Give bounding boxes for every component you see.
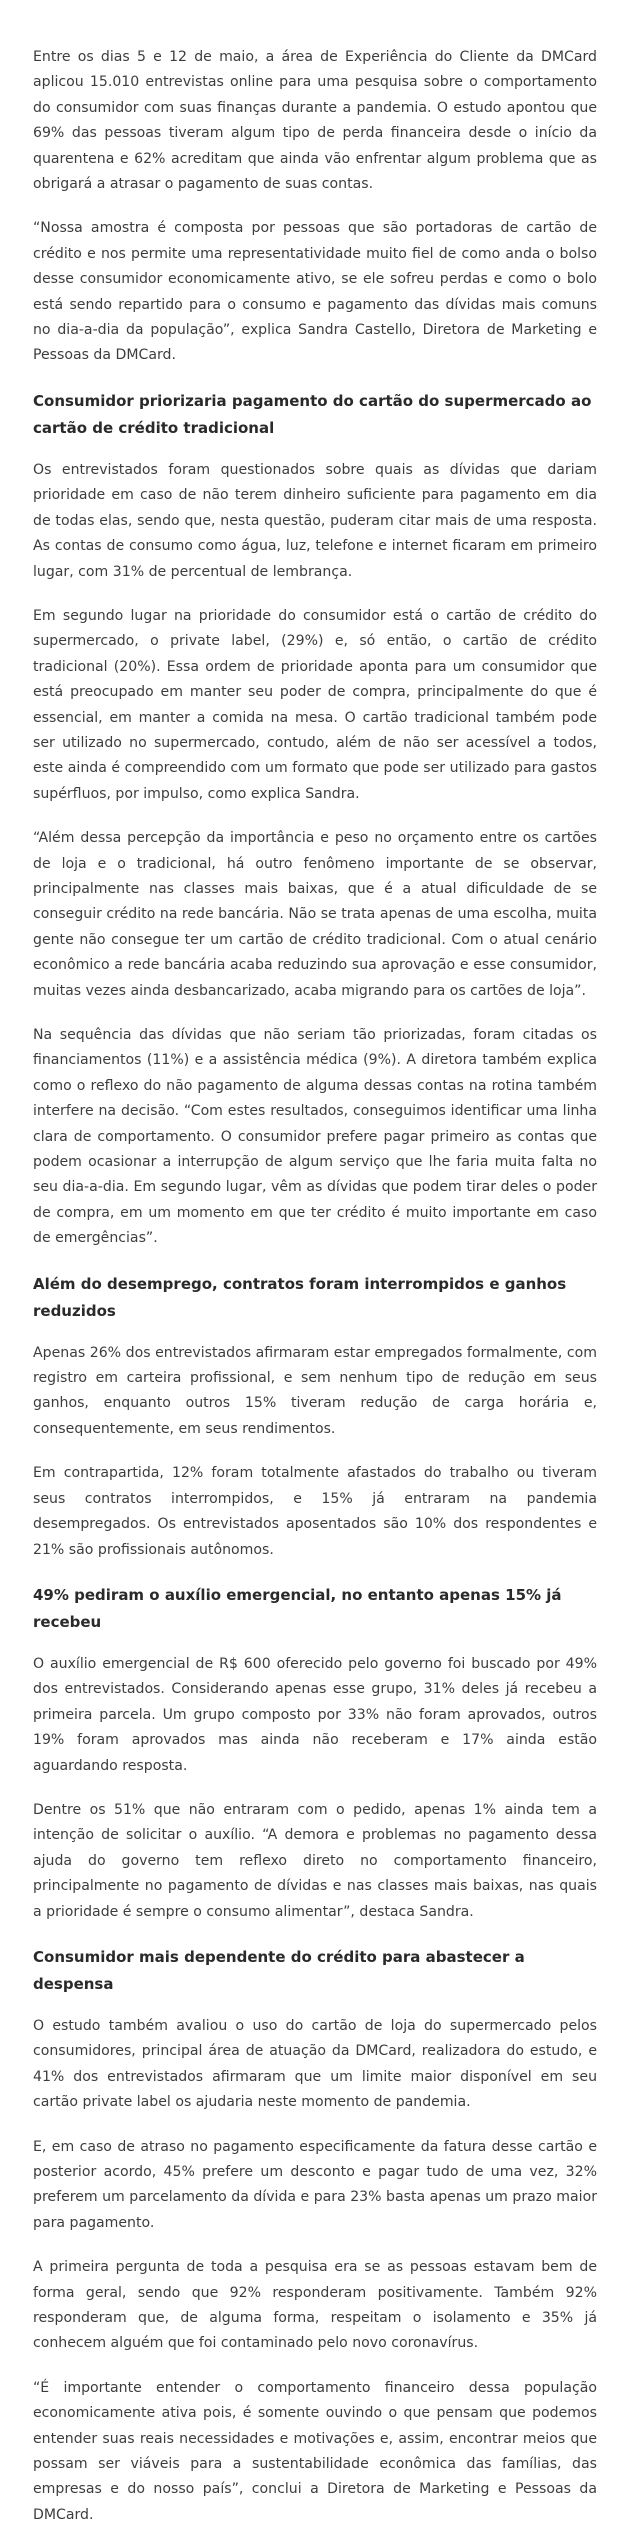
paragraph-quote-sample: “Nossa amostra é composta por pessoas que são portadoras de cartão de crédito e nos permite uma representatividade muito fiel de como anda o bolso desse consumidor economicamente ativo, se ele sofreu perdas e como o bolo está sendo repartido para o consumo e pagamento das dívidas mais comuns no dia-a-dia da população”, explica Sandra Castello, Diretora de Marketing e Pessoas da DMCard.	[33, 220, 597, 364]
paragraph-aid-not-requested: Dentre os 51% que não entraram com o pedido, apenas 1% ainda tem a intenção de solicitar o auxílio. “A demora e problemas no pagamento dessa ajuda do governo tem reflexo direto no comportamento financeiro, principalmente no pagamento de dívidas e nas classes mais baixas, nas quais a prioridade é sempre o consumo alimentar”, destaca Sandra.	[33, 1801, 597, 1920]
paragraph-store-card: O estudo também avaliou o uso do cartão de loja do supermercado pelos consumidores, principal área de atuação da DMCard, realizadora do estudo, e 41% dos entrevistados afirmaram que um limite maior disponível em seu cartão private label os ajudaria neste momento de pandemia.	[33, 2017, 597, 2111]
paragraph-debts-question: Os entrevistados foram questionados sobre quais as dívidas que dariam prioridade em caso de não terem dinheiro suficiente para pagamento em dia de todas elas, sendo que, nesta questão, puderam citar mais de uma resposta. As contas de consumo como água, luz, telefone e internet ficaram em primeiro lugar, com 31% de percentual de lembrança.	[33, 461, 597, 580]
paragraph-aid-requested: O auxílio emergencial de R$ 600 oferecido pelo governo foi buscado por 49% dos entrevistados. Considerando apenas esse grupo, 31% deles já recebeu a primeira parcela. Um grupo composto por 33% não foram aprovados, outros 19% foram aprovados mas ainda não receberam e 17% ainda estão aguardando resposta.	[33, 1655, 597, 1774]
paragraph-conclusion-quote: “É importante entender o comportamento financeiro dessa população economicamente ativa pois, é somente ouvindo o que pensam que podemos entender suas reais necessidades e motivações e, assim, encontrar meios que possam ser viáveis para a sustentabilidade econômica das famílias, das empresas e do nosso país”, conclui a Diretora de Marketing e Pessoas da DMCard.	[33, 2379, 597, 2523]
heading-credit-dependence: Consumidor mais dependente do crédito para abastecer a despensa	[33, 1947, 525, 1993]
paragraph-late-payment: E, em caso de atraso no pagamento especificamente da fatura desse cartão e posterior acordo, 45% prefere um desconto e pagar tudo de uma vez, 32% preferem um parcelamento da dívida e para 23% basta apenas um prazo maior para pagamento.	[33, 2138, 597, 2231]
paragraph-wellbeing: A primeira pergunta de toda a pesquisa era se as pessoas estavam bem de forma geral, sendo que 92% responderam positivamente. Também 92% responderam que, de alguma forma, respeitam o isolamento e 35% já conhecem alguém que foi contaminado pelo novo coronavírus.	[33, 2259, 597, 2352]
paragraph-financing: Na sequência das dívidas que não seriam tão priorizadas, foram citadas os financiamentos (11%) e a assistência médica (9%). A diretora também explica como o reflexo do não pagamento de alguma dessas contas na rotina também interfere na decisão. “Com estes resultados, conseguimos identificar uma linha clara de comportamento. O consumidor prefere pagar primeiro as contas que podem ocasionar a interrupção de algum serviço que lhe faria muita falta no seu dia-a-dia. Em segundo lugar, vêm as dívidas que podem tirar deles o poder de compra, em um momento em que ter crédito é muito importante em caso de emergências”.	[33, 1027, 597, 1247]
paragraph-intro: Entre os dias 5 e 12 de maio, a área de Experiência do Cliente da DMCard aplicou 15.010 entrevistas online para uma pesquisa sobre o comportamento do consumidor com suas finanças durante a pandemia. O estudo apontou que 69% das pessoas tiveram algum tipo de perda financeira desde o início da quarentena e 62% acreditam que ainda vão enfrentar algum problema que as obrigará a atrasar o pagamento de suas contas.	[33, 49, 597, 193]
heading-unemployment: Além do desemprego, contratos foram interrompidos e ganhos reduzidos	[33, 1274, 567, 1320]
paragraph-contracts: Em contrapartida, 12% foram totalmente afastados do trabalho ou tiveram seus contratos interrompidos, e 15% já entraram na pandemia desempregados. Os entrevistados aposentados são 10% dos respondentes e 21% são profissionais autônomos.	[33, 1465, 597, 1558]
heading-emergency-aid: 49% pediram o auxílio emergencial, no entanto apenas 15% já recebeu	[33, 1585, 562, 1631]
paragraph-second-priority: Em segundo lugar na prioridade do consumidor está o cartão de crédito do supermercado, o private label, (29%) e, só então, o cartão de crédito tradicional (20%). Essa ordem de prioridade aponta para um consumidor que está preocupado em manter seu poder de compra, principalmente do que é essencial, em manter a comida na mesa. O cartão tradicional também pode ser utilizado no supermercado, contudo, além de não ser acessível a todos, este ainda é compreendido com um formato que pode ser utilizado para gastos supérfluos, por impulso, como explica Sandra.	[33, 607, 597, 802]
paragraph-employed: Apenas 26% dos entrevistados afirmaram estar empregados formalmente, com registro em carteira profissional, e sem nenhum tipo de redução em seus ganhos, enquanto outros 15% tiveram redução de carga horária e, consequentemente, em seus rendimentos.	[33, 1344, 597, 1437]
heading-priority-payment: Consumidor priorizaria pagamento do cartão do supermercado ao cartão de crédito tradicional	[33, 391, 592, 437]
paragraph-quote-credit: “Além dessa percepção da importância e peso no orçamento entre os cartões de loja e o tradicional, há outro fenômeno importante de se observar, principalmente nas classes mais baixas, que é a atual dificuldade de se conseguir crédito na rede bancária. Não se trata apenas de uma escolha, muita gente não consegue ter um cartão de crédito tradicional. Com o atual cenário econômico a rede bancária acaba reduzindo sua aprovação e esse consumidor, muitas vezes ainda desbancarizado, acaba migrando para os cartões de loja”.	[33, 830, 597, 999]
